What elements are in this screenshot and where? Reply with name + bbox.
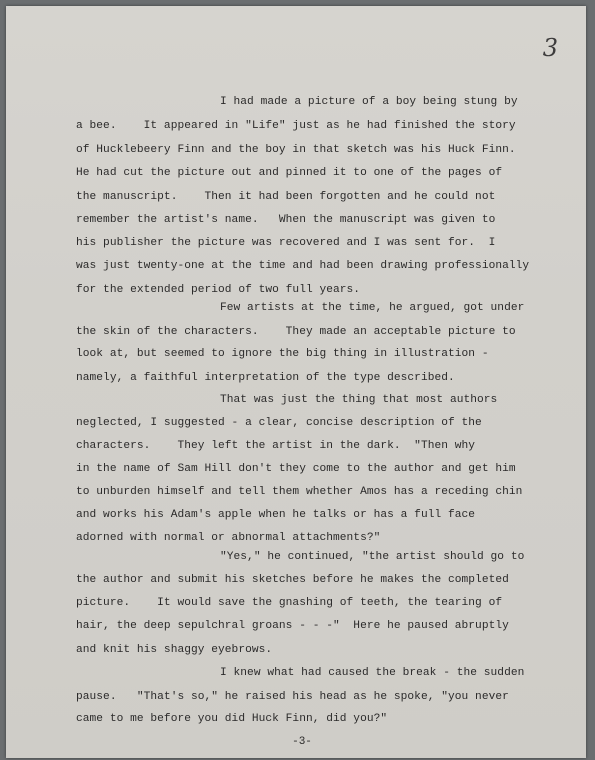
text-line: remember the artist's name. When the manuscript was given to <box>76 214 496 226</box>
text-line: and knit his shaggy eyebrows. <box>76 644 273 656</box>
text-line: picture. It would save the gnashing of teeth, the tearing of <box>76 597 503 609</box>
text-line: came to me before you did Huck Finn, did you?" <box>76 713 388 725</box>
text-line: was just twenty-one at the time and had been drawing professionally <box>76 260 530 272</box>
text-line: He had cut the picture out and pinned it to one of the pages of <box>76 167 503 179</box>
handwritten-page-number: 3 <box>542 34 558 62</box>
paragraph-first-line: I knew what had caused the break - the sudden <box>220 667 525 679</box>
text-line: of Hucklebeеry Finn and the boy in that sketch was his Huck Finn. <box>76 144 516 156</box>
text-line: neglected, I suggested - a clear, concise description of the <box>76 417 482 429</box>
text-line: adorned with normal or abnormal attachments?" <box>76 532 381 544</box>
footer-page-number: -3- <box>292 736 312 748</box>
paragraph-first-line: Few artists at the time, he argued, got under <box>220 302 525 314</box>
text-line: look at, but seemed to ignore the big thing in illustration - <box>76 348 489 360</box>
text-line: pause. "That's so," he raised his head as he spoke, "you never <box>76 691 509 703</box>
text-line: for the extended period of two full years. <box>76 284 361 296</box>
paragraph-first-line: "Yes," he continued, "the artist should go to <box>220 551 525 563</box>
text-line: and works his Adam's apple when he talks or has a full face <box>76 509 476 521</box>
text-line: in the name of Sam Hill don't they come to the author and get him <box>76 463 516 475</box>
text-line: namely, a faithful interpretation of the type described. <box>76 372 455 384</box>
text-line: the skin of the characters. They made an acceptable picture to <box>76 326 516 338</box>
text-line: the manuscript. Then it had been forgotten and he could not <box>76 191 496 203</box>
text-line: hair, the deep sepulchral groans - - -" Here he paused abruptly <box>76 620 509 632</box>
typewritten-page <box>6 6 586 758</box>
text-line: his publisher the picture was recovered and I was sent for. I <box>76 237 496 249</box>
paragraph-first-line: I had made a picture of a boy being stung by <box>220 96 518 108</box>
text-line: to unburden himself and tell them whether Amos has a receding chin <box>76 486 523 498</box>
text-line: characters. They left the artist in the dark. "Then why <box>76 440 476 452</box>
paragraph-first-line: That was just the thing that most authors <box>220 394 498 406</box>
text-line: the author and submit his sketches before he makes the completed <box>76 574 509 586</box>
text-line: a bee. It appeared in "Life" just as he had finished the story <box>76 120 516 132</box>
